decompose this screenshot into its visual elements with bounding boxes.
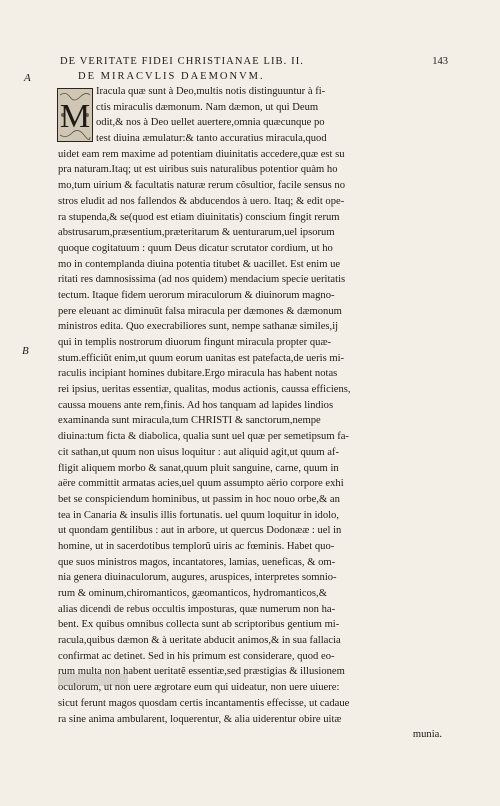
text-line: nia genera diuinaculorum, augures, aruspices, interpretes somnio- xyxy=(58,572,337,584)
text-line: ritati res damnosissima (ad nos quidem) mendacium specie ueritatis xyxy=(58,274,346,286)
text-line: rum multa non habent ueritatẽ essentiæ,sed præstigias & illusionem xyxy=(58,666,345,678)
initial-letter: M xyxy=(59,98,91,135)
text-line: homine, ut in sacerdotibus templorũ uiris ac fœminis. Habet quo- xyxy=(58,540,335,552)
text-line: uidet eam rem maxime ad potentiam diuinitatis accedere,quæ est su xyxy=(58,148,345,160)
text-line: stum.efficiũt enim,ut quum eorum uanitas est patefacta,de ueris mi- xyxy=(58,352,345,364)
library-stamp xyxy=(58,672,128,688)
text-line: sicut ferunt magos quosdam certis incantamentis effecisse, ut cadaue xyxy=(58,697,350,709)
text-line: test diuina æmulatur:& tanto accuratius miracula,quod xyxy=(96,133,327,145)
text-line: examinanda sunt miracula,tum CHRISTI & sanctorum,nempe xyxy=(58,415,321,427)
text-line: pra naturam.Itaq; ut est uiribus suis naturalibus potentior quàm ho xyxy=(58,164,338,176)
text-line: ut quondam gentilibus : aut in arbore, ut quercus Dodonææ : uel in xyxy=(58,525,342,537)
text-line: tea in Canaria & insulis illis fortunatis. uel quum loquitur in idolo, xyxy=(58,509,339,521)
text-line: fligit aliquem morbo & sanat,quum pluit sanguine, carne, quum in xyxy=(58,462,339,474)
chapter-title: DE MIRACVLIS DAEMONVM. xyxy=(78,71,265,82)
margin-note-a: A xyxy=(24,72,31,84)
text-line: mo,tum uirium & facultatis naturæ rerum cõsultior, facile sensus no xyxy=(58,180,346,192)
text-line: ctis miraculis dæmonum. Nam dæmon, ut qui Deum xyxy=(96,101,319,113)
text-line: alias dicendi de rebus occultis imposturas, quæ numerum non ha- xyxy=(58,603,336,615)
text-line: quoque cogitatuum : quum Deus dicatur scrutator cordium, ut ho xyxy=(58,242,333,254)
text-line: diuina:tum ficta & diabolica, qualia sunt uel quæ per semetipsum fa- xyxy=(58,431,349,443)
text-line: rum & ominum,chiromanticos, gæomanticos, hydromanticos,& xyxy=(58,588,327,599)
running-header xyxy=(60,56,448,67)
text-line: confirmat ac detinet. Sed in his primum est considerare, quod eo- xyxy=(58,650,335,662)
text-line: bet se conspiciendum hominibus, ut passim in hoc nouo orbe,& an xyxy=(58,493,340,505)
text-line: cit sathan,ut quum non uisus loquitur : aut aliquid agit,ut quum af- xyxy=(58,446,339,458)
body-text xyxy=(58,84,448,743)
text-line: caussa mouens ante rem,finis. Ad hos tanquam ad lapides lindios xyxy=(58,399,334,411)
margin-note-b: B xyxy=(22,345,29,357)
text-line: mo in contemplanda diuina potentia titubet & uacillet. Est enim ue xyxy=(58,258,341,270)
text-line: oculorum, ut non uere ægrotare eum qui uideatur, non uere uiuere: xyxy=(58,682,340,694)
text-line: ministros edita. Quo execrabiliores sunt, nempe sathanæ similes,ij xyxy=(58,321,339,333)
text-line: abstrusarum,præsentium,præteritarum & uenturarum,uel ipsorum xyxy=(58,227,335,239)
text-line: que suos ministros magos, incantatores, lamias, ueneficas, & om- xyxy=(58,556,336,568)
text-line: aëre committit armatas acies,uel quum assumpto aërio corpore exhi xyxy=(58,478,344,490)
text-line: stros eludit ad nos fallendos & abducendos à uero. Itaq; & edit ope- xyxy=(58,195,345,207)
running-title: DE VERITATE FIDEI CHRISTIANAE LIB. II. xyxy=(60,56,305,67)
text-line: qui in templis nostrorum diuorum fingunt miracula propter quæ- xyxy=(58,337,332,348)
text-line: ra stupenda,& se(quod est etiam diuinitatis) conscium fingit rerum xyxy=(58,211,340,223)
text-line: racula,quibus dæmon & à ueritate abducit animos,& in sua fallacia xyxy=(58,635,341,647)
text-line: Iracula quæ sunt à Deo,multis notis distinguuntur à fi- xyxy=(96,86,326,97)
text-line: odit,& nos à Deo uellet auertere,omnia quæcunque po xyxy=(96,117,325,129)
text-line: tectum. Itaque fidem uerorum miraculorum & diuinorum magno- xyxy=(58,289,335,301)
text-line: raculis incipiant homines dubitare.Ergo miracula has habent notas xyxy=(58,368,338,380)
text-line: bent. Ex quibus omnibus collecta sunt ab scriptoribus gentium mi- xyxy=(58,619,340,631)
page-number: 143 xyxy=(432,56,448,67)
text-line: rei ipsius, ueritas essentiæ, qualitas, modus actionis, caussa efficiens, xyxy=(58,384,351,396)
text-line: ra sine anima ambularent, loquerentur, & alia uiderentur obire uitæ xyxy=(58,713,342,725)
text-line: pere eleuant ac diminuũt falsa miracula per dæmones & dæmonum xyxy=(58,305,342,317)
text-line: munia. xyxy=(412,729,442,741)
